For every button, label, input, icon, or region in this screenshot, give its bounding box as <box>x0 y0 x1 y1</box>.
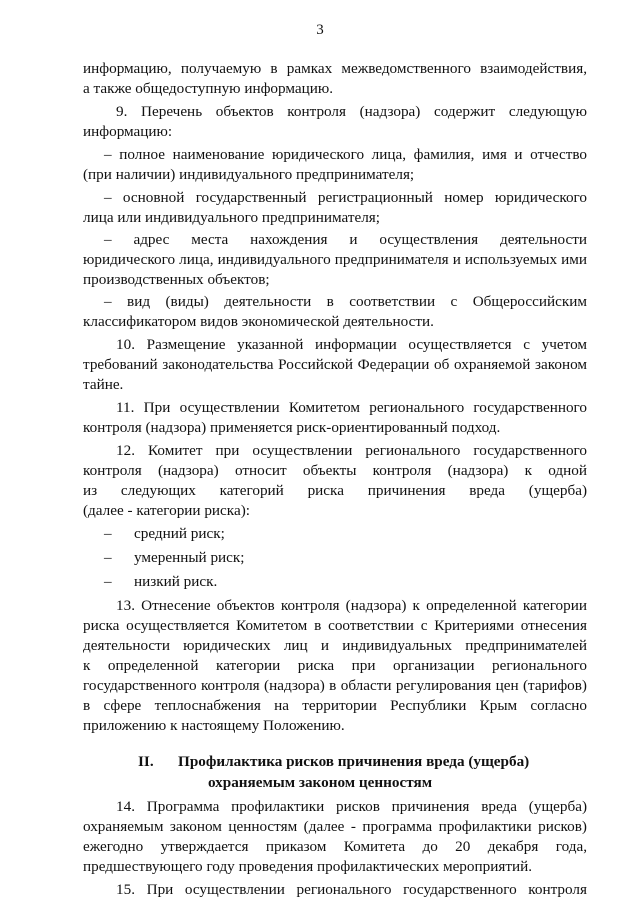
section-number: II. <box>138 753 154 770</box>
dash-bullet: – <box>104 549 112 566</box>
text-line: в сфере теплоснабжения на территории Республики Крым согласно <box>83 697 587 714</box>
text-line: информацию, получаемую в рамках межведомственного взаимодействия, <box>83 60 587 77</box>
text-line: требований законодательства Российской Федерации об охраняемой законом <box>83 356 587 373</box>
text-line: деятельности юридических лиц и индивидуальных предпринимателей <box>83 637 587 654</box>
paragraph-10: 10. Размещение указанной информации осуществляется с учетом <box>116 336 587 353</box>
risk-item: умеренный риск; <box>134 549 245 566</box>
risk-item: средний риск; <box>134 525 225 542</box>
page-number: 3 <box>316 22 324 38</box>
text-line: ежегодно утверждается приказом Комитета до 20 декабря года, <box>83 838 587 855</box>
paragraph-12: 12. Комитет при осуществлении регионального государственного <box>116 442 587 459</box>
text-line: предшествующего году проведения профилактических мероприятий. <box>83 858 533 875</box>
text-line: из следующих категорий риска причинения вреда (ущерба) <box>83 482 587 499</box>
paragraph-9: 9. Перечень объектов контроля (надзора) содержит следующую <box>116 103 587 120</box>
risk-item: низкий риск. <box>134 573 218 590</box>
text-line: (при наличии) индивидуального предпринимателя; <box>83 166 415 183</box>
dash-bullet: – <box>104 573 112 590</box>
paragraph-13: 13. Отнесение объектов контроля (надзора) к определенной категории <box>116 597 587 614</box>
text-line: охраняемым законом ценностям (далее - программа профилактики рисков) <box>83 818 587 835</box>
text-line: риска осуществляется Комитетом в соответствии с Критериями отнесения <box>83 617 587 634</box>
section-title-line2: охраняемым законом ценностям <box>207 774 433 791</box>
text-line: информацию: <box>83 123 173 140</box>
text-line: приложению к настоящему Положению. <box>83 717 345 734</box>
text-line: к определенной категории риска при организации регионального <box>83 657 587 674</box>
dash-bullet: – <box>104 525 112 542</box>
text-line: юридического лица, индивидуального предпринимателя и используемых ими <box>83 251 587 268</box>
section-title-line1: Профилактика рисков причинения вреда (ущерба) <box>178 753 530 770</box>
text-line: лица или индивидуального предпринимателя; <box>83 209 380 226</box>
text-line: производственных объектов; <box>83 271 270 288</box>
paragraph-11: 11. При осуществлении Комитетом регионального государственного <box>116 399 587 416</box>
list-item: – полное наименование юридического лица, фамилия, имя и отчество <box>104 146 587 163</box>
text-line: классификатором видов экономической деятельности. <box>83 313 434 330</box>
text-line: государственного контроля (надзора) в области регулирования цен (тарифов) <box>83 677 587 694</box>
text-line: контроля (надзора) применяется риск-ориентированный подход. <box>83 419 501 436</box>
list-item: – адрес места нахождения и осуществления деятельности <box>104 231 587 248</box>
text-line: тайне. <box>83 376 124 393</box>
text-line: (далее - категории риска): <box>83 502 250 519</box>
paragraph-15: 15. При осуществлении регионального государственного контроля <box>116 881 587 898</box>
text-line: а также общедоступную информацию. <box>83 80 334 97</box>
list-item: – основной государственный регистрационный номер юридического <box>104 189 587 206</box>
text-line: контроля (надзора) относит объекты контроля (надзора) к одной <box>83 462 587 479</box>
list-item: – вид (виды) деятельности в соответствии с Общероссийским <box>104 293 587 310</box>
paragraph-14: 14. Программа профилактики рисков причинения вреда (ущерба) <box>116 798 587 815</box>
